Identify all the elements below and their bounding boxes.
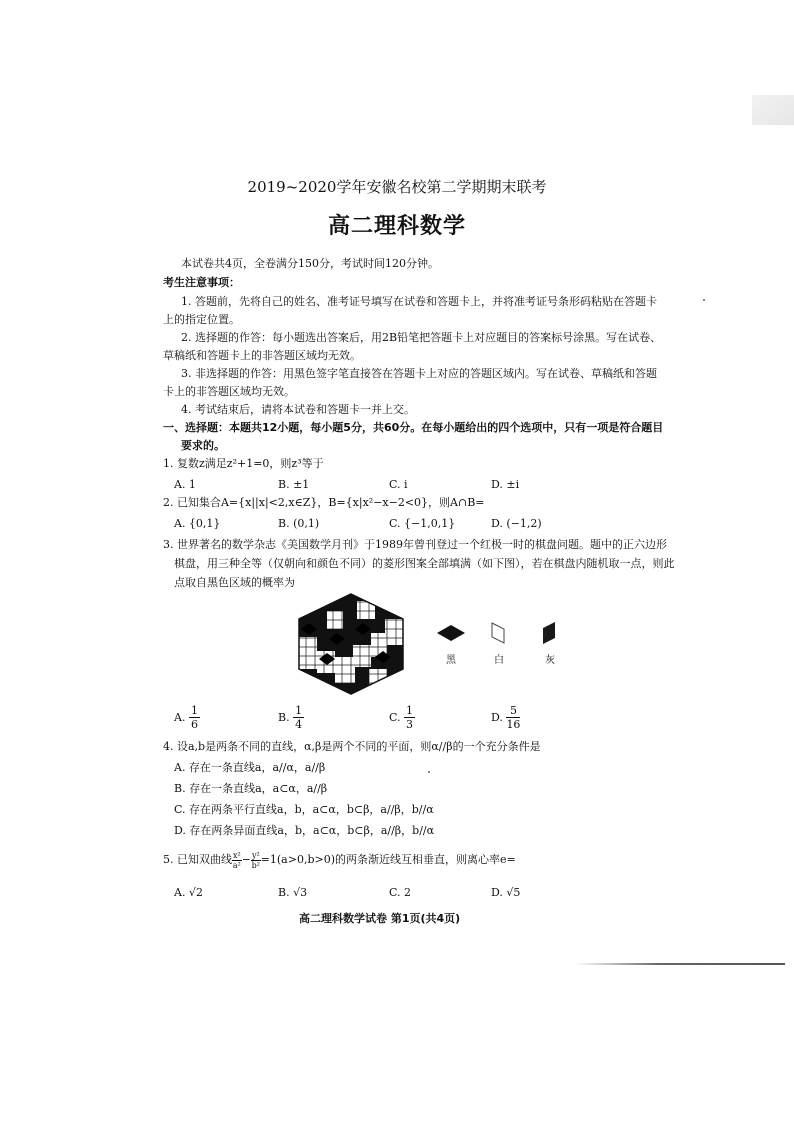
q3-option-a-numerator: 1 <box>190 704 198 717</box>
black-rhombus-icon <box>436 624 466 642</box>
q1-option-a: A. 1 <box>174 478 196 491</box>
scan-artifact-line <box>575 963 785 965</box>
notice-item-2: 2. 选择题的作答：每小题选出答案后，用2B铅笔把答题卡上对应题目的答案标号涂黑。写在试卷、 <box>181 331 662 344</box>
notice-item-3-cont: 卡上的非答题区域均无效。 <box>163 385 295 398</box>
notice-item-3: 3. 非选择题的作答：用黑色签字笔直接答在答题卡上对应的答题区域内。写在试卷、草稿纸和答题 <box>181 367 657 380</box>
q5-frac2-numerator: y² <box>251 850 260 860</box>
question-3-stem-cont1: 棋盘，用三种全等（仅朝向和颜色不同）的菱形图案全部填满（如下图），若在棋盘内随机取一点，则此 <box>174 557 675 570</box>
q4-option-b: B. 存在一条直线a，a⊂α，a//β <box>174 782 328 795</box>
q4-option-a: A. 存在一条直线a，a//α，a//β <box>174 761 326 774</box>
q3-option-a-denominator: 6 <box>190 718 198 731</box>
question-5-stem <box>163 848 516 872</box>
q5-frac2-denominator: b² <box>251 860 260 870</box>
q5-option-a: A. √2 <box>174 886 203 899</box>
q5-stem-prefix: 5. 已知双曲线 <box>163 853 232 866</box>
q3-option-d-fraction <box>506 704 520 731</box>
q5-stem-suffix: =1(a>0,b>0)的两条渐近线互相垂直，则离心率e= <box>260 853 516 866</box>
scan-edge-shadow <box>752 95 794 125</box>
q2-option-d: D. (−1,2) <box>491 517 542 530</box>
q3-option-a-fraction <box>189 704 200 731</box>
white-rhombus-icon <box>489 622 507 644</box>
q3-option-c-denominator: 3 <box>406 718 414 731</box>
q3-option-c-label: C. <box>389 711 401 724</box>
question-4-stem: 4. 设a,b是两条不同的直线，α,β是两个不同的平面，则α//β的一个充分条件是 <box>163 740 541 753</box>
q3-option-b-label: B. <box>278 711 290 724</box>
q5-option-c: C. 2 <box>389 886 412 899</box>
section-1-heading-cont: 要求的。 <box>181 439 225 452</box>
section-1-heading: 一、选择题：本题共12小题，每小题5分，共60分。在每小题给出的四个选项中，只有一项是符合题目 <box>163 421 664 434</box>
q5-option-b: B. √3 <box>278 886 308 899</box>
hexagon-board-figure <box>297 593 405 695</box>
notice-item-4: 4. 考试结束后，请将本试卷和答题卡一并上交。 <box>181 403 415 416</box>
notice-item-1-cont: 上的指定位置。 <box>163 313 240 326</box>
q3-option-c <box>389 704 415 731</box>
question-3-stem: 3. 世界著名的数学杂志《美国数学月刊》于1989年曾刊登过一个红极一时的棋盘问题。题中的正六边形 <box>163 538 667 551</box>
q5-fraction-y <box>251 851 261 870</box>
gray-rhombus-icon <box>540 621 558 645</box>
scan-speck <box>428 771 430 773</box>
q4-option-c: C. 存在两条平行直线a，b，a⊂α，b⊂β，a//β，b//α <box>174 803 434 816</box>
intro-text: 本试卷共4页，全卷满分150分，考试时间120分钟。 <box>181 257 439 270</box>
page-title: 高二理科数学 <box>327 214 466 239</box>
q3-option-d-numerator: 5 <box>506 704 520 718</box>
q3-option-a-label: A. <box>174 711 186 724</box>
q3-option-d-denominator: 16 <box>506 718 521 731</box>
exam-header: 2019~2020学年安徽名校第二学期期末联考 <box>247 178 547 196</box>
q5-option-d: D. √5 <box>491 886 521 899</box>
q3-option-b-fraction <box>293 704 304 731</box>
q1-option-d: D. ±i <box>491 478 520 491</box>
q4-option-d: D. 存在两条异面直线a，b，a⊂α，b⊂β，a//β，b//α <box>174 824 435 837</box>
q3-option-a <box>174 704 200 731</box>
notice-item-1: 1. 答题前，先将自己的姓名、准考证号填写在试卷和答题卡上，并将准考证号条形码粘贴在答题卡 <box>181 295 657 308</box>
q5-minus-sign: − <box>241 853 251 866</box>
question-1-stem: 1. 复数z满足z²+1=0，则z³等于 <box>163 457 324 470</box>
q3-option-c-numerator: 1 <box>406 704 414 717</box>
question-3-stem-cont2: 点取自黑色区域的概率为 <box>174 576 295 589</box>
page-footer: 高二理科数学试卷 第1页(共4页) <box>299 912 461 925</box>
q1-option-c: C. i <box>389 478 408 491</box>
q3-option-d-label: D. <box>491 711 503 724</box>
q3-option-b-numerator: 1 <box>295 704 303 717</box>
legend-white-label: 白 <box>494 655 504 666</box>
q2-option-b: B. (0,1) <box>278 517 320 530</box>
legend-black-label: 黑 <box>446 655 456 666</box>
question-2-stem: 2. 已知集合A={x||x|<2,x∈Z}，B={x|x²−x−2<0}，则A∩B= <box>163 496 485 509</box>
q5-frac1-numerator: x² <box>233 850 241 860</box>
q3-option-d <box>491 704 520 731</box>
q5-fraction-x <box>232 851 242 870</box>
q5-frac1-denominator: a² <box>232 860 241 870</box>
q2-option-c: C. {−1,0,1} <box>389 517 456 530</box>
q2-option-a: A. {0,1} <box>174 517 221 530</box>
q3-option-b-denominator: 4 <box>295 718 303 731</box>
notice-item-2-cont: 草稿纸和答题卡上的非答题区域均无效。 <box>163 349 361 362</box>
notice-heading: 考生注意事项： <box>163 276 240 289</box>
legend-gray-label: 灰 <box>545 655 555 666</box>
scan-speck <box>703 299 705 301</box>
q3-option-c-fraction <box>404 704 415 731</box>
q1-option-b: B. ±1 <box>278 478 310 491</box>
q3-option-b <box>278 704 304 731</box>
